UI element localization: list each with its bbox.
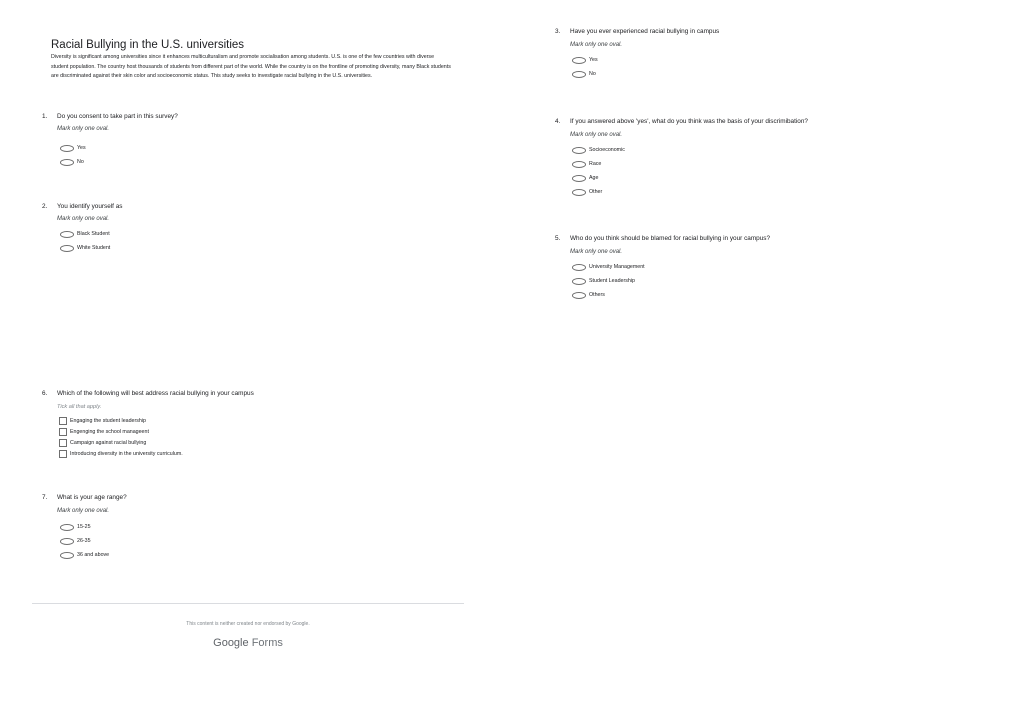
option-black-student[interactable] [60,229,123,239]
question-1 [42,113,178,167]
question-2 [42,203,123,253]
option-no[interactable] [572,69,719,79]
checkbox[interactable] [59,417,67,425]
option-label: Introducing diversity in the university curriculum. [70,450,183,457]
option-university-management[interactable] [572,262,770,272]
question-text: Have you ever experienced racial bullying in campus [570,28,720,35]
option-age[interactable] [572,173,808,183]
question-text: Do you consent to take part in this survey? [57,113,178,120]
option-label: Yes [77,145,86,151]
option-label: Yes [589,57,598,63]
question-7 [42,494,127,560]
radio-oval[interactable] [572,161,586,168]
question-text: You identify yourself as [57,203,123,210]
question-number: 1. [42,113,48,120]
question-text: Which of the following will best address racial bullying in your campus [57,390,254,397]
option-other[interactable] [572,187,808,197]
question-6 [42,390,254,459]
radio-oval[interactable] [60,538,74,545]
option-label: Student Leadership [589,278,635,284]
question-hint: Mark only one oval. [57,508,110,514]
option-label: Engenging the school manageent [70,428,149,435]
option-label: Others [589,292,605,298]
question-text: Who do you think should be blamed for racial bullying in your campus? [570,235,770,242]
option-36-and-above[interactable] [60,550,127,560]
radio-oval[interactable] [60,552,74,559]
footer-divider [32,603,464,604]
option-others[interactable] [572,290,770,300]
question-hint: Mark only one oval. [570,249,623,255]
question-number: 5. [555,235,561,242]
option-introducing-diversity[interactable] [59,448,254,459]
question-number: 3. [555,28,561,35]
option-label: Race [589,161,602,167]
option-white-student[interactable] [60,243,123,253]
radio-oval[interactable] [572,189,586,196]
option-label: 26-35 [77,538,91,544]
option-student-leadership[interactable] [572,276,770,286]
question-4 [555,118,808,197]
checkbox[interactable] [59,439,67,447]
question-number: 6. [42,390,48,397]
question-hint: Mark only one oval. [570,42,623,48]
form-title: Racial Bullying in the U.S. universities [51,39,245,51]
question-number: 4. [555,118,561,125]
form-description: Diversity is significant among universities since it enhances multiculturalism and promote socialisation among students. U.S. is one of the few countries with diverse student population. The country host thousands of students from different part of the world. While the country is on the frontline of promoting diversity, many Black students are discriminated against their skin color and socioeconomic status. This study seeks to investigate racial bullying in the U.S. universities. [51,54,451,79]
radio-oval[interactable] [572,71,586,78]
option-engaging-student-leadership[interactable] [59,415,254,426]
option-label: No [589,71,596,77]
option-label: Socioeconomic [589,147,625,153]
checkbox[interactable] [59,428,67,436]
question-3 [555,28,719,79]
option-15-25[interactable] [60,522,127,532]
option-label: Age [589,175,599,181]
option-label: 15-25 [77,524,91,530]
question-5 [555,235,770,300]
option-no[interactable] [60,157,178,167]
question-hint: Tick all that apply. [57,404,102,410]
option-label: No [77,159,84,165]
radio-oval[interactable] [60,231,74,238]
option-label: Engaging the student leadership [70,417,146,424]
option-yes[interactable] [60,143,178,153]
radio-oval[interactable] [60,524,74,531]
option-engaging-school-management[interactable] [59,426,254,437]
question-hint: Mark only one oval. [570,132,623,138]
radio-oval[interactable] [572,147,586,154]
option-campaign-against-bullying[interactable] [59,437,254,448]
radio-oval[interactable] [572,278,586,285]
question-hint: Mark only one oval. [57,216,110,222]
logo-google-text: Google [213,637,249,649]
option-label: University Management [589,264,645,270]
question-number: 2. [42,203,48,210]
question-hint: Mark only one oval. [57,126,110,132]
option-label: Black Student [77,231,110,237]
option-26-35[interactable] [60,536,127,546]
radio-oval[interactable] [572,57,586,64]
radio-oval[interactable] [572,264,586,271]
option-race[interactable] [572,159,808,169]
question-text: What is your age range? [57,494,127,501]
option-label: Campaign against racial bullying [70,439,147,446]
radio-oval[interactable] [60,159,74,166]
option-socioeconomic[interactable] [572,145,808,155]
radio-oval[interactable] [572,175,586,182]
question-text: If you answered above 'yes', what do you think was the basis of your discrimibation? [570,118,808,125]
option-label: 36 and above [77,552,110,558]
radio-oval[interactable] [572,292,586,299]
logo-forms-text: Forms [251,637,283,649]
option-label: White Student [77,245,111,251]
question-number: 7. [42,494,48,501]
radio-oval[interactable] [60,145,74,152]
option-yes[interactable] [572,55,719,65]
radio-oval[interactable] [60,245,74,252]
option-label: Other [589,189,603,195]
checkbox[interactable] [59,450,67,458]
google-forms-logo[interactable] [32,637,464,649]
footer-disclaimer: This content is neither created nor endorsed by Google. [186,621,310,627]
